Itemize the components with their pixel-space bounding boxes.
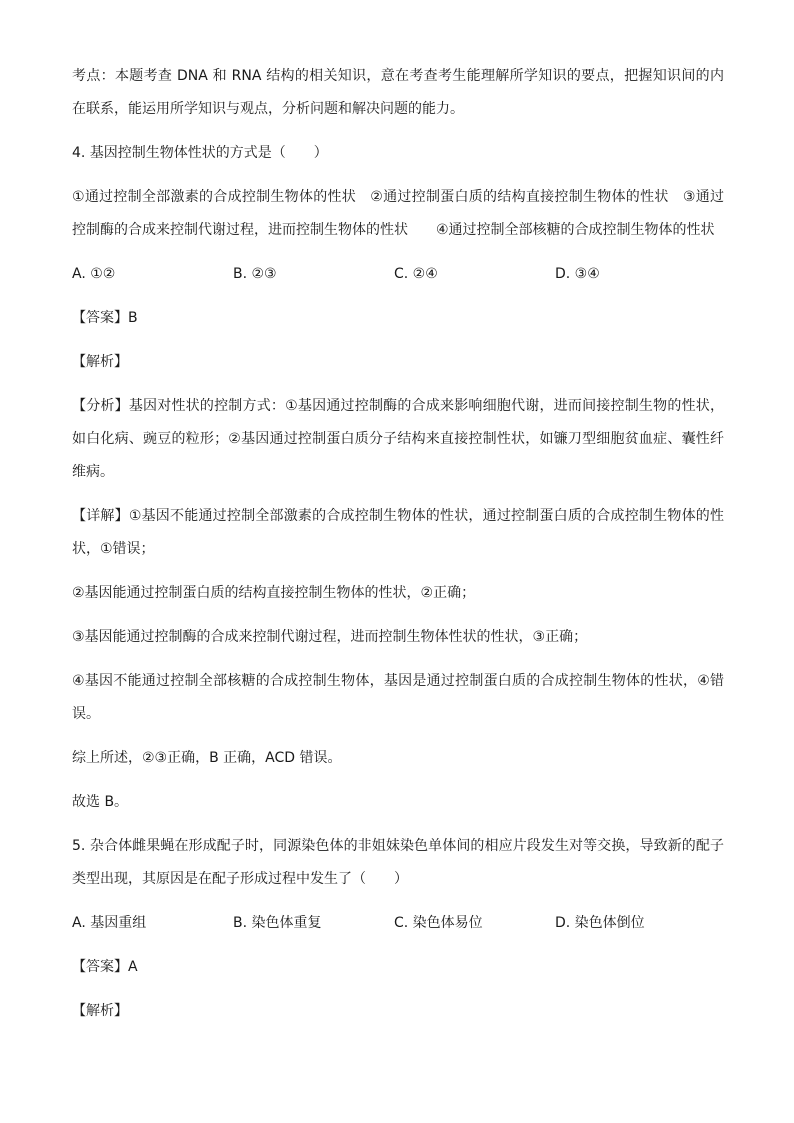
question-4-detail-4: ④基因不能通过控制全部核糖的合成控制生物体，基因是通过控制蛋白质的合成控制生物体的性状，④错误。 xyxy=(72,673,724,722)
question-4-answer: 【答案】B xyxy=(72,310,138,326)
question-5-jiexi-label: 【解析】 xyxy=(72,1003,128,1019)
question-4-statements: ①通过控制全部激素的合成控制生物体的性状 ②通过控制蛋白质的结构直接控制生物体的性状 ③通过控制酶的合成来控制代谢过程，进而控制生物体的性状 ④通过控制全部核糖的合成控制生物体的性状 xyxy=(72,189,724,238)
option-a: A. ①② xyxy=(72,266,116,282)
option-b: B. 染色体重复 xyxy=(233,915,322,931)
option-d: D. ③④ xyxy=(555,266,600,282)
option-a: A. 基因重组 xyxy=(72,915,147,931)
option-c: C. 染色体易位 xyxy=(394,915,483,931)
kaodian-paragraph: 考点：本题考查 DNA 和 RNA 结构的相关知识，意在考查考生能理解所学知识的要点，把握知识间的内在联系，能运用所学知识与观点，分析问题和解决问题的能力。 xyxy=(72,68,724,117)
question-4-jiexi-label: 【解析】 xyxy=(72,354,128,370)
option-c: C. ②④ xyxy=(394,266,438,282)
question-5-answer: 【答案】A xyxy=(72,959,138,975)
option-b: B. ②③ xyxy=(233,266,277,282)
question-5-options xyxy=(72,907,724,940)
question-4-detail-2: ②基因能通过控制蛋白质的结构直接控制生物体的性状，②正确； xyxy=(72,585,476,601)
question-4-detail-3: ③基因能通过控制酶的合成来控制代谢过程，进而控制生物体性状的性状，③正确； xyxy=(72,629,588,645)
document-page xyxy=(72,60,724,1039)
question-4-summary: 综上所述，②③正确，B 正确，ACD 错误。 xyxy=(72,750,342,766)
question-4-detail-1: 【详解】①基因不能通过控制全部激素的合成控制生物体的性状，通过控制蛋白质的合成控制生物体的性状，①错误； xyxy=(72,508,724,557)
question-4-choose: 故选 B。 xyxy=(72,794,129,810)
question-4-options xyxy=(72,258,724,291)
option-d: D. 染色体倒位 xyxy=(555,915,645,931)
question-4-stem: 4. 基因控制生物体性状的方式是（ ） xyxy=(72,145,328,161)
question-5-stem: 5. 杂合体雌果蝇在形成配子时，同源染色体的非姐妹染色单体间的相应片段发生对等交换，导致新的配子类型出现，其原因是在配子形成过程中发生了（ ） xyxy=(72,838,724,887)
question-4-analysis: 【分析】基因对性状的控制方式：①基因通过控制酶的合成来影响细胞代谢，进而间接控制生物的性状，如白化病、豌豆的粒形；②基因通过控制蛋白质分子结构来直接控制性状，如镰刀型细胞贫血症、囊性纤维病。 xyxy=(72,398,724,480)
